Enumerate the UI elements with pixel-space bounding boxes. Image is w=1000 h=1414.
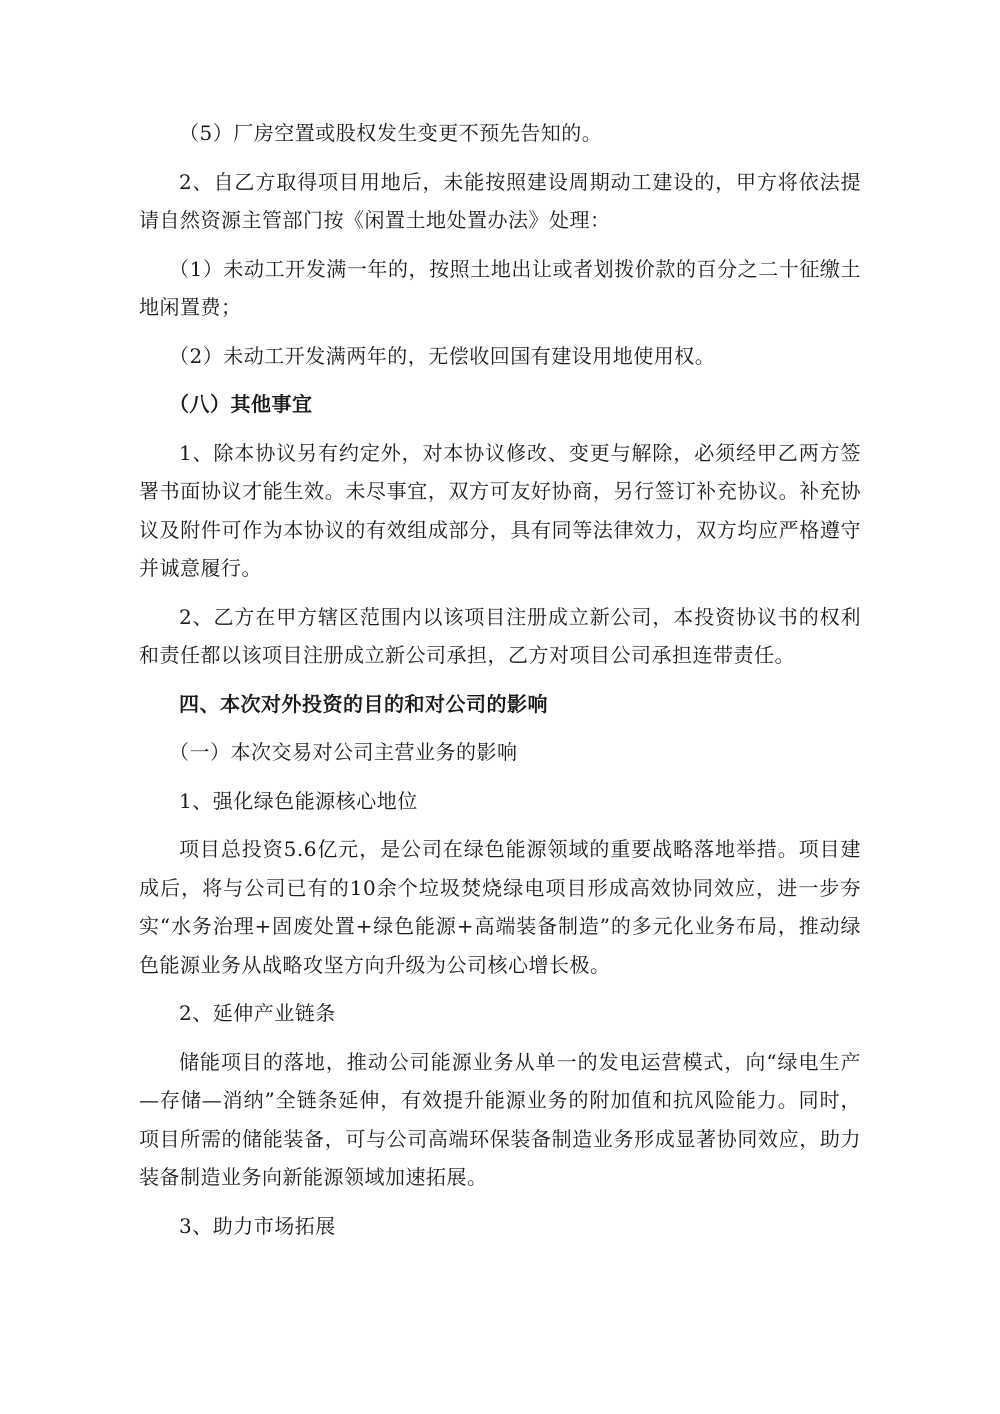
paragraph-other-matters-1: 1、除本协议另有约定外，对本协议修改、变更与解除，必须经甲乙两方签署书面协议才能生效。未尽事宜，双方可友好协商，另行签订补充协议。补充协议及附件可作为本协议的有效组成部分，具有同等法律效力，双方均应严格遵守并诚意履行。 bbox=[139, 440, 861, 580]
item-heading-green-energy: 1、强化绿色能源核心地位 bbox=[179, 788, 418, 813]
paragraph-idle-two-years: （2）未动工开发满两年的，无偿收回国有建设用地使用权。 bbox=[169, 343, 716, 368]
document-body bbox=[139, 114, 861, 1245]
paragraph-industry-chain: 储能项目的落地，推动公司能源业务从单一的发电运营模式，向“绿电生产—存储—消纳”全链条延伸，有效提升能源业务的附加值和抗风险能力。同时，项目所需的储能装备，可与公司高端环保装备制造业务形成显著协同效应，助力装备制造业务向新能源领域加速拓展。 bbox=[139, 1049, 861, 1189]
paragraph-green-energy: 项目总投资5.6亿元，是公司在绿色能源领域的重要战略落地举措。项目建成后，将与公司已有的10余个垃圾焚烧绿电项目形成高效协同效应，进一步夯实“水务治理+固废处置+绿色能源+高端装备制造”的多元化业务布局，推动绿色能源业务从战略攻坚方向升级为公司核心增长极。 bbox=[139, 837, 861, 977]
item-heading-industry-chain: 2、延伸产业链条 bbox=[179, 1001, 336, 1025]
paragraph-clause-5: （5）厂房空置或股权发生变更不预先告知的。 bbox=[179, 121, 603, 145]
item-heading-market-expansion: 3、助力市场拓展 bbox=[179, 1213, 336, 1238]
section-heading-other-matters: （八）其他事宜 bbox=[169, 392, 313, 416]
paragraph-idle-one-year: （1）未动工开发满一年的，按照土地出让或者划拨价款的百分之二十征缴土地闲置费； bbox=[139, 256, 861, 319]
subsection-heading-business-impact: （一）本次交易对公司主营业务的影响 bbox=[169, 740, 518, 764]
section-heading-investment-purpose: 四、本次对外投资的目的和对公司的影响 bbox=[179, 691, 548, 716]
paragraph-other-matters-2: 2、乙方在甲方辖区范围内以该项目注册成立新公司，本投资协议书的权利和责任都以该项目注册成立新公司承担，乙方对项目公司承担连带责任。 bbox=[139, 604, 861, 667]
paragraph-clause-2-idle-land: 2、自乙方取得项目用地后，未能按照建设周期动工建设的，甲方将依法提请自然资源主管部门按《闲置土地处置办法》处理： bbox=[139, 169, 861, 232]
